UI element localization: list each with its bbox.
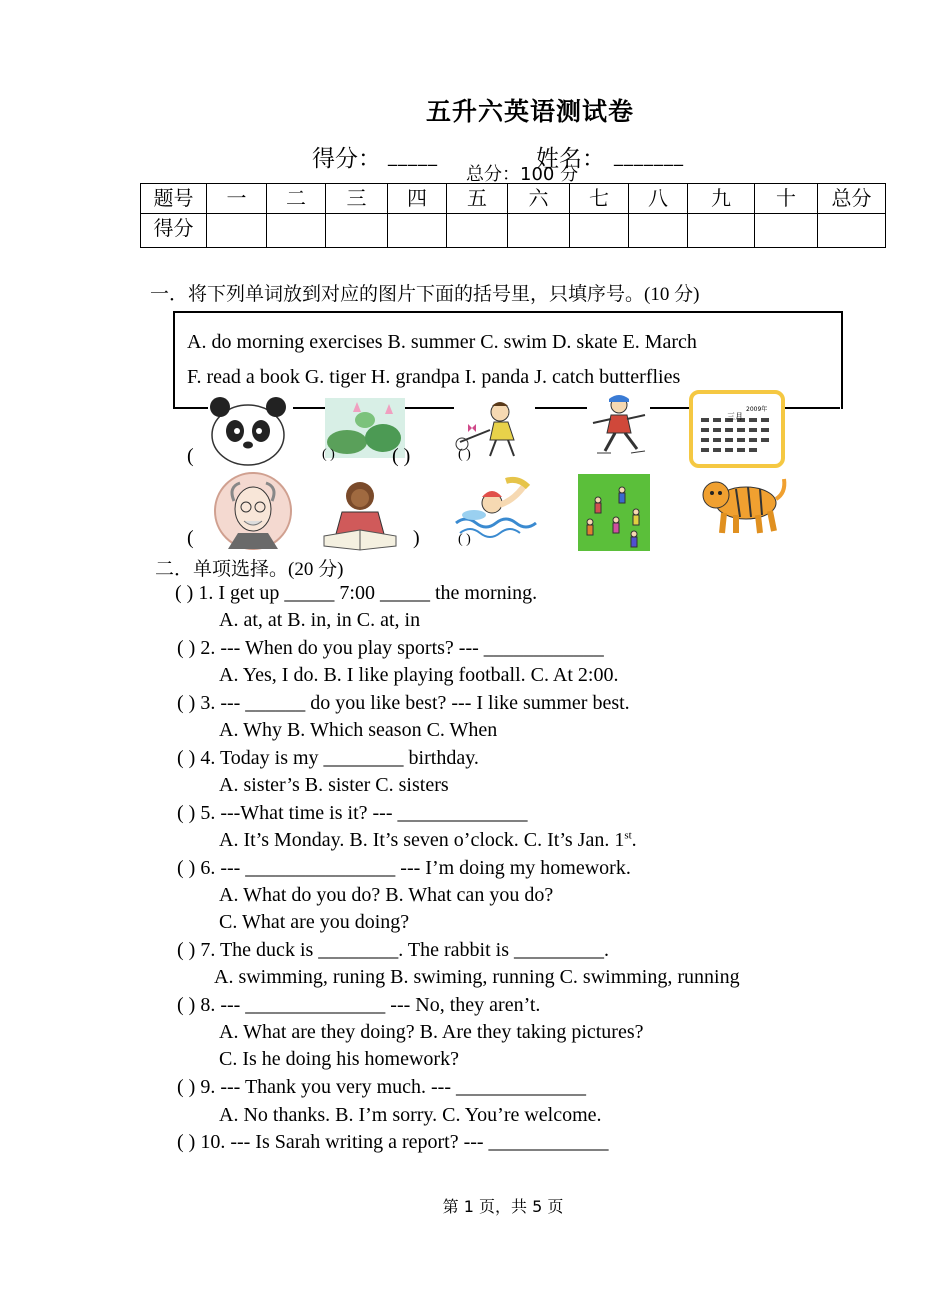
name-blank[interactable]: _______ (614, 146, 684, 167)
score-cell[interactable] (818, 214, 886, 248)
question-3-options: A. Why B. Which season C. When (219, 719, 498, 741)
tiger-picture (700, 473, 786, 535)
section1-heading: 一．将下列单词放到对应的图片下面的括号里，只填序号。(10 分) (150, 284, 700, 305)
answer-paren[interactable]: ( ) (177, 1076, 196, 1098)
page-footer: 第 1 页，共 5 页 (442, 1197, 564, 1216)
question-8-options-2: C. Is he doing his homework? (219, 1048, 459, 1070)
answer-paren[interactable]: ( ) (177, 692, 196, 714)
table-cell: 四 (388, 184, 447, 214)
answer-paren[interactable]: ( ) (392, 445, 411, 467)
question-6-options: A. What do you do? B. What can you do? (219, 884, 554, 906)
superscript: st (624, 829, 632, 842)
option-text: A. It’s Monday. B. It’s seven o’clock. C. It’s Jan. 1 (219, 829, 625, 851)
question-6-options-2: C. What are you doing? (219, 911, 410, 933)
question-text: 4. Today is my ________ birthday. (200, 747, 479, 769)
score-cell[interactable] (267, 214, 326, 248)
answer-paren[interactable]: ( ) (175, 582, 194, 604)
question-text: 2. --- When do you play sports? --- ____________ (200, 637, 604, 659)
box-border-segment (535, 407, 587, 409)
answer-paren[interactable]: ( ) (177, 1131, 196, 1153)
question-7 (177, 939, 609, 962)
question-3 (177, 692, 630, 715)
score-label: 得分： (312, 146, 381, 172)
calendar-month: 三月 (727, 412, 743, 421)
score-cell[interactable] (755, 214, 818, 248)
answer-paren[interactable]: ( ) (177, 994, 196, 1016)
answer-paren[interactable]: ) (413, 527, 420, 549)
score-blank[interactable]: _____ (388, 146, 438, 167)
score-cell[interactable] (629, 214, 688, 248)
answer-paren[interactable]: ( (187, 527, 194, 549)
table-cell: 五 (447, 184, 508, 214)
grandpa-picture (212, 471, 294, 551)
question-6 (177, 857, 631, 880)
table-cell: 二 (267, 184, 326, 214)
panda-picture (208, 395, 288, 467)
question-1-options: A. at, at B. in, in C. at, in (219, 609, 421, 631)
word-list-line2: F. read a book G. tiger H. grandpa I. panda J. catch butterflies (187, 366, 681, 388)
question-1 (175, 582, 537, 605)
section2-heading: 二．单项选择。(20 分) (155, 559, 344, 580)
score-cell[interactable] (570, 214, 629, 248)
question-text: 8. --- ______________ --- No, they aren’t. (200, 994, 541, 1016)
answer-paren[interactable]: ( ) (177, 802, 196, 824)
question-10 (177, 1131, 609, 1154)
morning-exercises-picture (578, 474, 650, 551)
table-cell: 八 (629, 184, 688, 214)
question-9 (177, 1076, 586, 1099)
answer-paren[interactable]: ( (187, 445, 194, 467)
question-5-options (219, 829, 637, 852)
word-list-line1: A. do morning exercises B. summer C. swim D. skate E. March (187, 331, 697, 353)
table-cell: 三 (326, 184, 388, 214)
question-8 (177, 994, 540, 1017)
question-2-options: A. Yes, I do. B. I like playing football. C. At 2:00. (219, 664, 619, 686)
score-cell[interactable] (326, 214, 388, 248)
question-5 (177, 802, 527, 825)
score-table (140, 183, 886, 248)
table-cell: 题号 (141, 184, 207, 214)
table-cell: 总分 (818, 184, 886, 214)
question-text: 9. --- Thank you very much. --- _____________ (200, 1076, 586, 1098)
question-2 (177, 637, 604, 660)
question-text: 6. --- _______________ --- I’m doing my homework. (200, 857, 631, 879)
table-score-row (141, 214, 886, 248)
calendar-year: 2009年 (746, 406, 768, 413)
answer-paren[interactable]: ( ) (177, 939, 196, 961)
question-text: 7. The duck is ________. The rabbit is _________. (200, 939, 609, 961)
calendar-picture (689, 390, 785, 468)
answer-paren[interactable]: ( ) (177, 747, 196, 769)
score-cell[interactable] (388, 214, 447, 248)
score-cell[interactable] (688, 214, 755, 248)
answer-paren[interactable]: ( ) (177, 857, 196, 879)
box-border-segment (404, 407, 454, 409)
answer-paren[interactable]: ( ) (177, 637, 196, 659)
box-border-segment (173, 407, 208, 409)
answer-paren[interactable]: ( ) (458, 532, 471, 547)
answer-paren[interactable]: ( ) (458, 447, 471, 462)
score-cell[interactable] (207, 214, 267, 248)
option-tail: . (631, 829, 637, 851)
box-border-segment (650, 407, 690, 409)
table-header-row (141, 184, 886, 214)
page-title: 五升六英语测试卷 (425, 97, 634, 126)
box-border-segment (784, 407, 840, 409)
question-9-options: A. No thanks. B. I’m sorry. C. You’re welcome. (219, 1104, 602, 1126)
score-cell[interactable] (447, 214, 508, 248)
table-cell: 一 (207, 184, 267, 214)
name-label: 姓名： (536, 146, 605, 172)
table-cell: 得分 (141, 214, 207, 248)
question-7-options: A. swimming, runing B. swiming, running C. swimming, running (214, 966, 740, 988)
question-text: 10. --- Is Sarah writing a report? --- ____________ (200, 1131, 609, 1153)
total-score: 总分：100 分 (466, 164, 579, 185)
question-text: 1. I get up _____ 7:00 _____ the morning. (198, 582, 538, 604)
question-text: 3. --- ______ do you like best? --- I like summer best. (200, 692, 630, 714)
skating-picture (587, 393, 651, 459)
table-cell: 七 (570, 184, 629, 214)
box-border-segment (293, 407, 325, 409)
table-cell: 六 (508, 184, 570, 214)
score-cell[interactable] (508, 214, 570, 248)
table-cell: 九 (688, 184, 755, 214)
question-4 (177, 747, 479, 770)
question-text: 5. ---What time is it? --- _____________ (200, 802, 528, 824)
answer-paren[interactable]: ( ) (322, 447, 335, 462)
question-8-options: A. What are they doing? B. Are they taking pictures? (219, 1021, 644, 1043)
question-4-options: A. sister’s B. sister C. sisters (219, 774, 449, 796)
read-book-picture (320, 478, 402, 552)
table-cell: 十 (755, 184, 818, 214)
